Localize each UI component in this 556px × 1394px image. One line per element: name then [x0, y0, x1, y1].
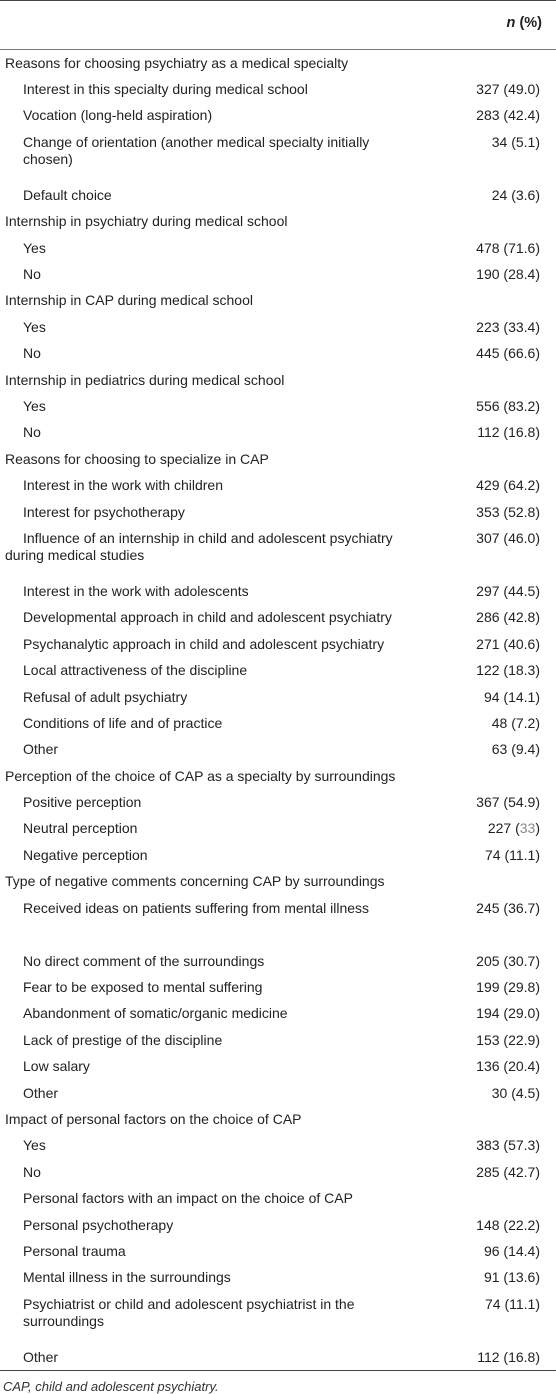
- row-label: Other: [23, 741, 59, 758]
- section-label: Impact of personal factors on the choice of CAP: [5, 1110, 302, 1127]
- table-row: [0, 261, 556, 287]
- row-label: Default choice: [23, 186, 112, 203]
- row-value: 136 (20.4): [476, 1058, 540, 1075]
- table-row: [0, 1080, 556, 1106]
- row-label: Local attractiveness of the discipline: [23, 662, 248, 679]
- row-label: Yes: [23, 318, 46, 335]
- row-value: 190 (28.4): [476, 266, 540, 283]
- row-label: Mental illness in the surroundings: [23, 1269, 231, 1286]
- row-value: 122 (18.3): [476, 662, 540, 679]
- section-row: [0, 288, 556, 314]
- row-label: No: [23, 345, 41, 362]
- row-label: Personal psychotherapy: [23, 1216, 174, 1233]
- row-label: Influence of an internship in child and adolescent psychiatry during medical studies: [5, 529, 393, 563]
- table-row: [0, 420, 556, 446]
- table-row: [0, 103, 556, 129]
- table-row: [0, 578, 556, 604]
- row-label: Interest in the work with adolescents: [23, 582, 249, 599]
- table-footnote: CAP, child and adolescent psychiatry.: [3, 1379, 219, 1394]
- section-label: Internship in psychiatry during medical school: [5, 213, 288, 230]
- table-row: [0, 472, 556, 498]
- row-label: No direct comment of the surroundings: [23, 952, 265, 969]
- table-row: [0, 737, 556, 763]
- row-label: Other: [23, 1348, 59, 1365]
- row-value: 199 (29.8): [476, 979, 540, 996]
- table-row: [0, 76, 556, 102]
- row-value: 194 (29.0): [476, 1005, 540, 1022]
- row-label: No: [23, 266, 41, 283]
- percent-label: (%): [519, 15, 542, 31]
- row-value: 24 (3.6): [491, 186, 540, 203]
- row-value: 34 (5.1): [491, 133, 540, 150]
- row-label: Abandonment of somatic/organic medicine: [23, 1005, 288, 1022]
- table-row: [0, 1344, 556, 1370]
- table-row: [0, 948, 556, 974]
- row-value: 96 (14.4): [483, 1242, 540, 1259]
- row-label: Low salary: [23, 1058, 90, 1075]
- row-value: 30 (4.5): [491, 1084, 540, 1101]
- table-row: [0, 1265, 556, 1291]
- row-label: Lack of prestige of the discipline: [23, 1031, 223, 1048]
- row-label: Personal trauma: [23, 1242, 126, 1259]
- table-header: [0, 1, 556, 49]
- n-label: n: [506, 15, 516, 31]
- row-value: 556 (83.2): [476, 397, 540, 414]
- row-value: 63 (9.4): [491, 741, 540, 758]
- table-row: [0, 842, 556, 868]
- table-row: [0, 1054, 556, 1080]
- table-row: [0, 605, 556, 631]
- row-value: 283 (42.4): [476, 107, 540, 124]
- row-value: 112 (16.8): [477, 1348, 540, 1365]
- row-value: 74 (11.1): [485, 846, 540, 863]
- row-value: 429 (64.2): [476, 477, 540, 494]
- row-value: 74 (11.1): [485, 1295, 540, 1312]
- row-label: Yes: [23, 239, 46, 256]
- table-row: [0, 1291, 556, 1344]
- table-row: [0, 341, 556, 367]
- column-header-n-percent: [507, 15, 542, 31]
- row-value: 327 (49.0): [476, 81, 540, 98]
- row-label: Conditions of life and of practice: [23, 714, 223, 731]
- table-row: [0, 182, 556, 208]
- row-value: 271 (40.6): [476, 635, 540, 652]
- row-label: Developmental approach in child and adolescent psychiatry: [23, 609, 392, 626]
- table-row: [0, 657, 556, 683]
- row-label: Neutral perception: [23, 820, 138, 837]
- row-label: Yes: [23, 397, 46, 414]
- row-label: Interest in the work with children: [23, 477, 223, 494]
- row-value: 307 (46.0): [476, 529, 540, 546]
- table-row: [0, 895, 556, 948]
- row-value: 153 (22.9): [476, 1031, 540, 1048]
- row-value: 245 (36.7): [476, 899, 540, 916]
- table-row: [0, 525, 556, 578]
- row-value: 205 (30.7): [476, 952, 540, 969]
- row-label: Interest in this specialty during medical school: [23, 81, 308, 98]
- section-row: [0, 1106, 556, 1132]
- section-label: Reasons for choosing psychiatry as a medical specialty: [5, 54, 349, 71]
- row-label: Interest for psychotherapy: [23, 503, 185, 520]
- section-label: Internship in pediatrics during medical school: [5, 371, 285, 388]
- value-text-muted: 33: [519, 820, 536, 837]
- table-row: [0, 393, 556, 419]
- section-label: Reasons for choosing to specialize in CAP: [5, 450, 269, 467]
- row-value: [488, 820, 540, 837]
- row-label: No: [23, 424, 41, 441]
- row-value: 367 (54.9): [476, 794, 540, 811]
- section-label: Internship in CAP during medical school: [5, 292, 253, 309]
- row-label: Change of orientation (another medical specialty initially chosen): [23, 133, 370, 167]
- row-label: Negative perception: [23, 846, 148, 863]
- table-row: [0, 1185, 556, 1211]
- table-row: [0, 1133, 556, 1159]
- table-row: [0, 235, 556, 261]
- row-value: 148 (22.2): [476, 1216, 540, 1233]
- table-row: [0, 974, 556, 1000]
- row-value: 478 (71.6): [476, 239, 540, 256]
- section-row: [0, 209, 556, 235]
- row-label: Fear to be exposed to mental suffering: [23, 979, 263, 996]
- table-row: [0, 1238, 556, 1264]
- row-value: 91 (13.6): [483, 1269, 540, 1286]
- row-label: Other: [23, 1084, 59, 1101]
- table-row: [0, 1001, 556, 1027]
- table-row: [0, 1212, 556, 1238]
- section-row: [0, 869, 556, 895]
- row-label: Refusal of adult psychiatry: [23, 688, 188, 705]
- table-row: [0, 684, 556, 710]
- table-row: [0, 314, 556, 340]
- row-value: 353 (52.8): [476, 503, 540, 520]
- row-value: 285 (42.7): [476, 1163, 540, 1180]
- row-label: Vocation (long-held aspiration): [23, 107, 213, 124]
- table-row: [0, 789, 556, 815]
- row-value: 112 (16.8): [477, 424, 540, 441]
- table-row: [0, 631, 556, 657]
- row-value: 383 (57.3): [476, 1137, 540, 1154]
- section-row: [0, 446, 556, 472]
- row-value: 94 (14.1): [483, 688, 540, 705]
- table-row: [0, 1159, 556, 1185]
- table-row: [0, 129, 556, 182]
- row-label: Psychiatrist or child and adolescent psychiatrist in the surroundings: [23, 1295, 355, 1329]
- row-value: 445 (66.6): [476, 345, 540, 362]
- section-row: [0, 763, 556, 789]
- row-label: Positive perception: [23, 794, 142, 811]
- section-label: Type of negative comments concerning CAP by surroundings: [5, 873, 385, 890]
- table-row: [0, 816, 556, 842]
- section-row: [0, 367, 556, 393]
- table-row: [0, 1027, 556, 1053]
- section-row: [0, 50, 556, 76]
- row-value: 48 (7.2): [491, 714, 540, 731]
- value-text-end: ): [535, 820, 540, 837]
- row-value: 297 (44.5): [476, 582, 540, 599]
- table-row: [0, 499, 556, 525]
- table-body: [0, 50, 556, 1370]
- row-label: Received ideas on patients suffering from mental illness: [23, 899, 370, 916]
- row-label: No: [23, 1163, 41, 1180]
- section-label: Perception of the choice of CAP as a specialty by surroundings: [5, 767, 396, 784]
- value-text: 227 (: [487, 820, 520, 837]
- row-label: Yes: [23, 1137, 46, 1154]
- table-row: [0, 710, 556, 736]
- row-value: 286 (42.8): [476, 609, 540, 626]
- row-value: 223 (33.4): [476, 318, 540, 335]
- row-label: Psychanalytic approach in child and adolescent psychiatry: [23, 635, 385, 652]
- row-label: Personal factors with an impact on the choice of CAP: [23, 1190, 353, 1207]
